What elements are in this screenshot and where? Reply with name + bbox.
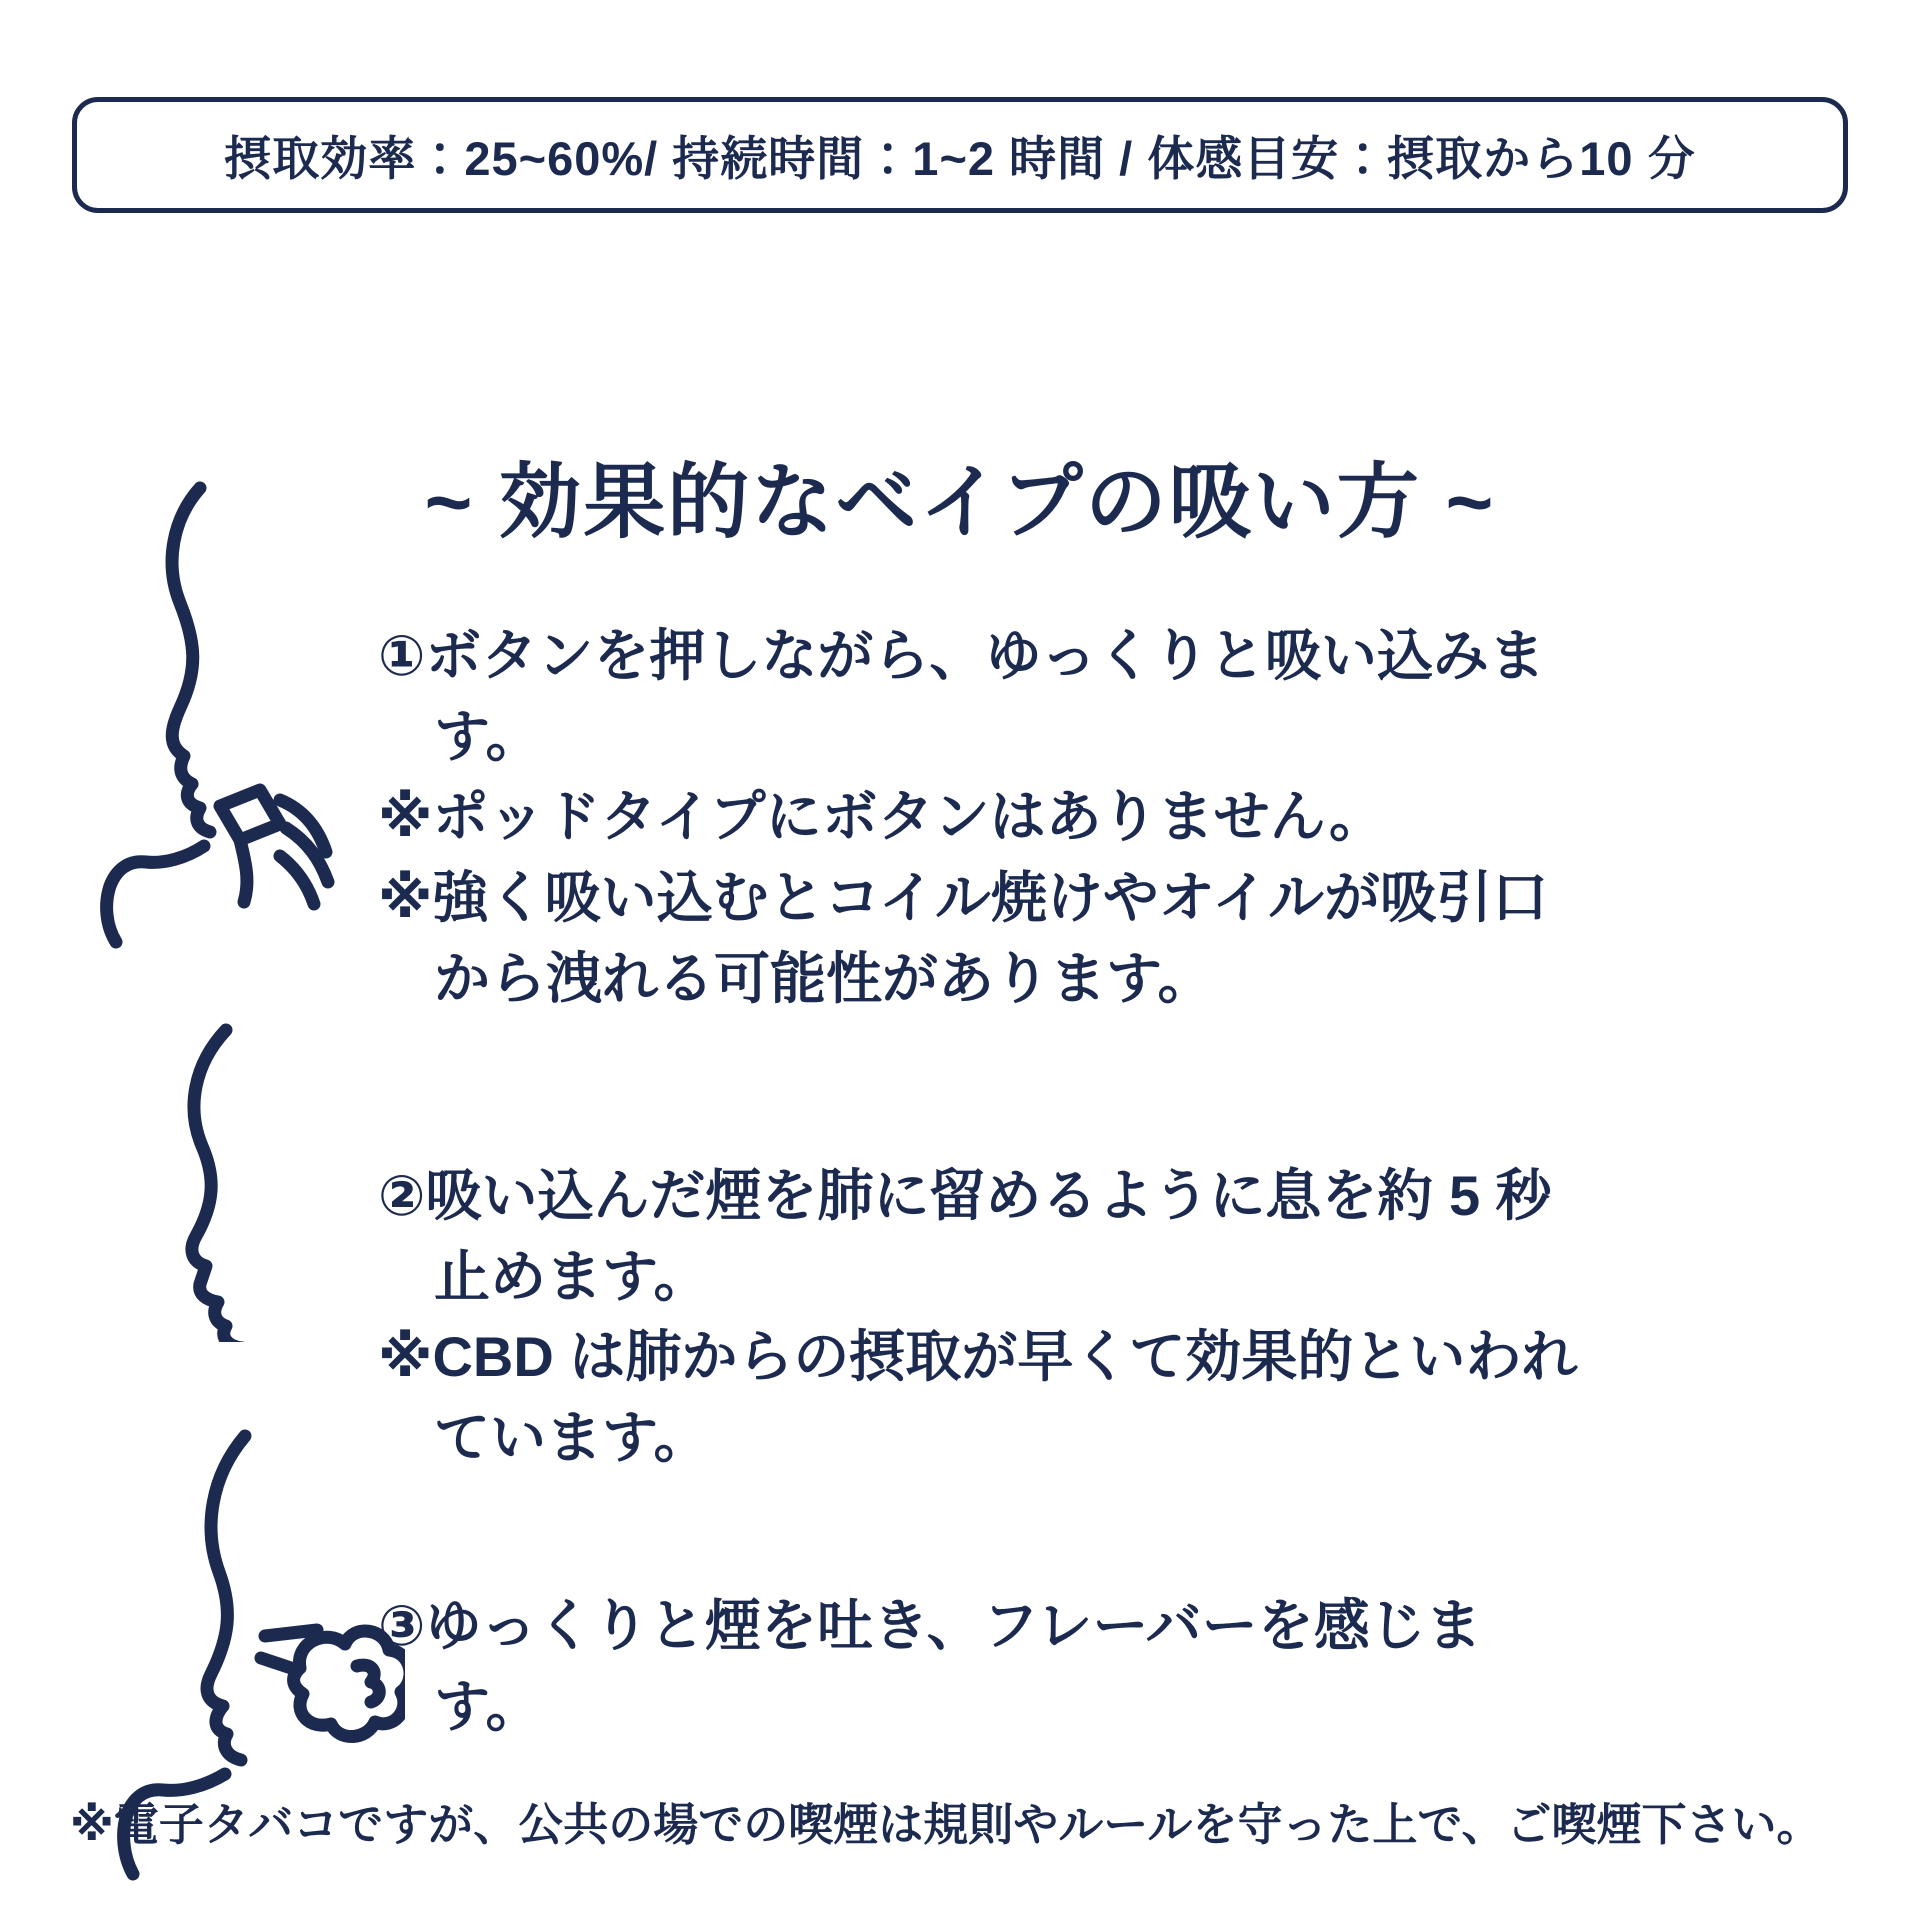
- face-inhaling-vape-icon: [88, 478, 348, 1003]
- step-3-line-1: ③ゆっくりと煙を吐き、フレーバーを感じます。: [378, 1594, 1482, 1738]
- step-2-line-1: ②吸い込んだ煙を肺に留めるように息を約 5 秒止めます。: [378, 1164, 1552, 1308]
- step-2-instructions: [378, 1156, 1588, 1479]
- page-title: ~ 効果的なベイプの吸い方 ~: [424, 456, 1496, 548]
- step-1-note-1: ※ポッドタイプにボタンはありません。: [378, 785, 1386, 849]
- footer-disclaimer: ※電子タバコですが、公共の場での喫煙は規則やルールを守った上で、ご喫煙下さい。: [70, 1799, 1822, 1850]
- step-1-note-2: ※強く吸い込むとコイル焼けやオイルが吸引口から洩れる可能性があります。: [378, 865, 1548, 1010]
- step-3-instructions: [378, 1586, 1588, 1747]
- intake-info-text: 摂取効率：25~60%/ 持続時間：1~2 時間 / 体感目安：摂取から10 分: [224, 131, 1696, 185]
- step-2-note-1: ※CBD は肺からの摂取が早くて効果的といわれています。: [378, 1325, 1578, 1469]
- intake-info-box: [72, 97, 1848, 213]
- step-1-instructions: [378, 616, 1588, 1019]
- face-holding-breath-icon: [108, 1022, 278, 1342]
- step-1-line-1: ①ボタンを押しながら、ゆっくりと吸い込みます。: [378, 624, 1545, 768]
